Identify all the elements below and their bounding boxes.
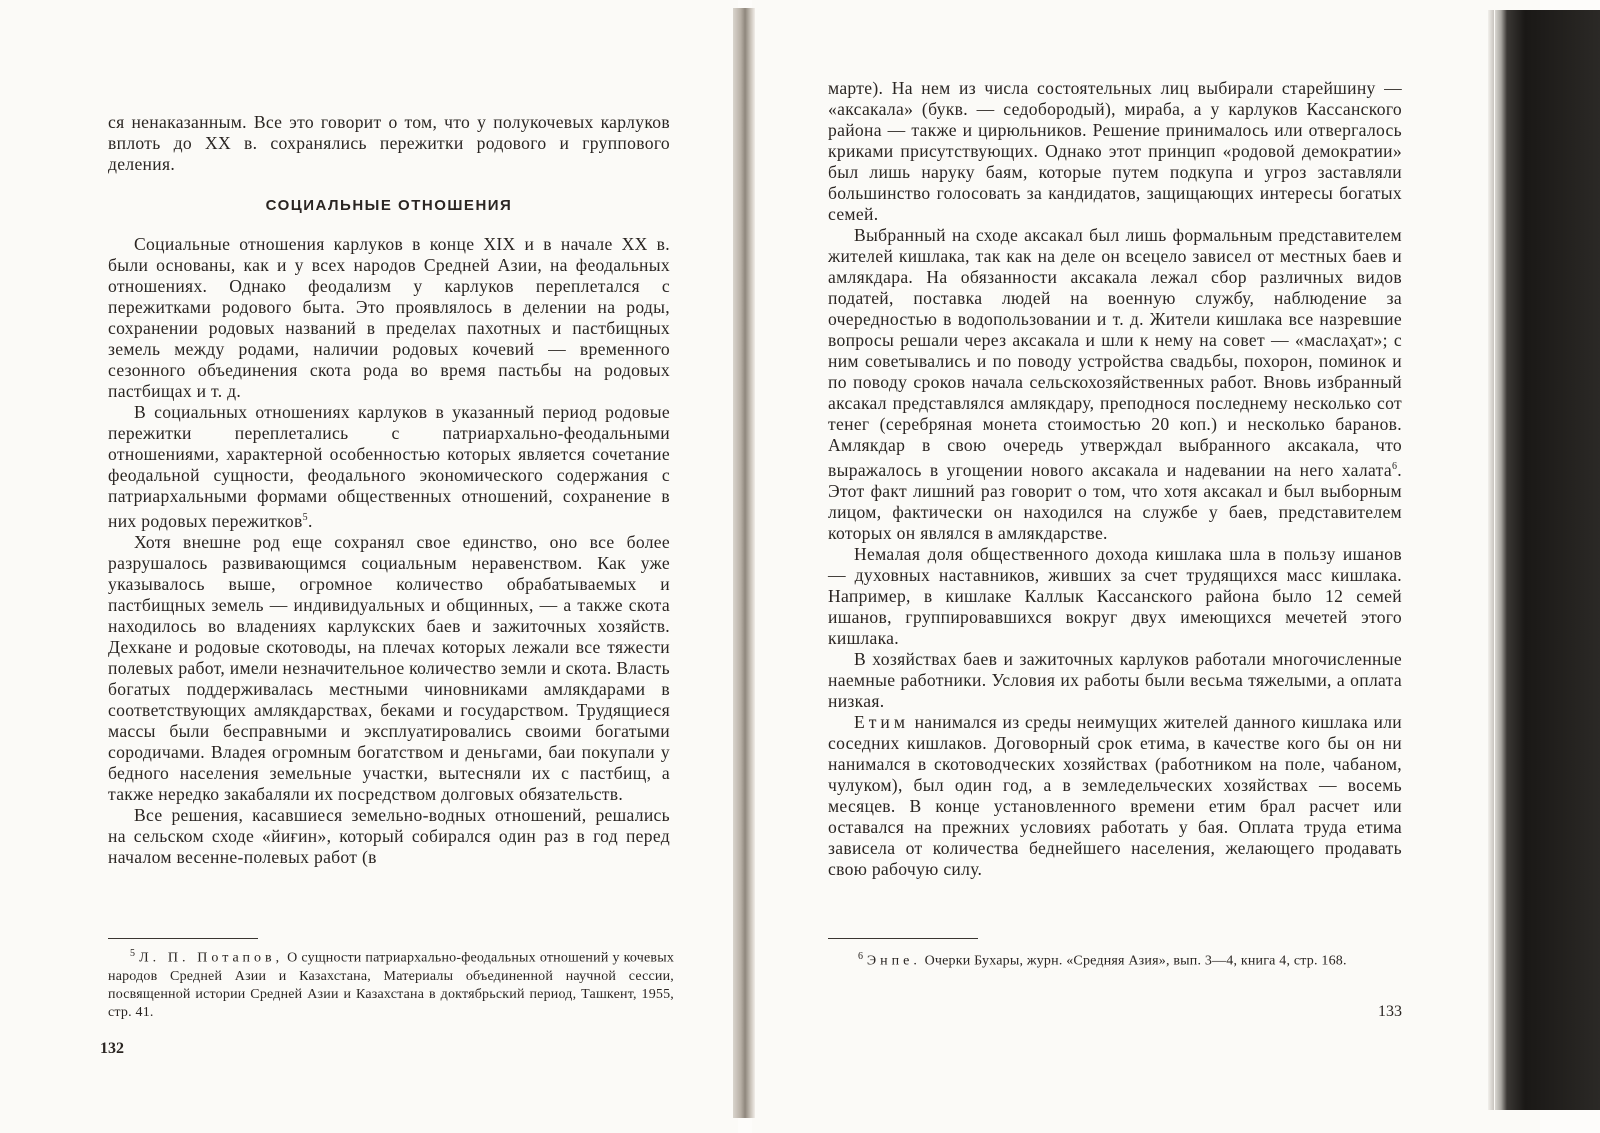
right-text-column (828, 78, 1402, 880)
left-text-column (108, 112, 670, 868)
left-paragraph-1: Социальные отношения карлуков в конце XIX и в начале XX в. были основаны, как и у всех народов Средней Азии, на феодальных отношениях. Однако феодализм у карлуков переплетался с пережитками родового быта. Это проявлялось в делении на роды, сохранении родовых названий в пределах пахотных и пастбищных земель между родами, наличии родовых кочевий — временного сезонного объединения скота рода во время пастьбы на родовых пастбищах и т. д. (108, 234, 670, 401)
footnote-author-6: Энпе. (866, 953, 921, 969)
left-footnote-rule (108, 938, 258, 939)
right-paragraph-2: Немалая доля общественного дохода кишлака шла в пользу ишанов — духовных наставников, живших за счет трудящихся масс кишлака. Например, в кишлаке Каллык Кассанского района было 12 семей ишанов, группировавшихся вокруг двух имеющихся мечетей этого кишлака. (828, 543, 1402, 648)
book-gutter (733, 8, 755, 1118)
right-paragraph-1-continuation: Этот факт лишний раз говорит о том, что хотя аксакал и был выборным лицом, фактически он находился на службе у баев, представителем которых он являлся в амлякдарстве. (828, 480, 1402, 543)
page-number-left: 132 (100, 1040, 124, 1057)
right-footnote-rule (828, 938, 978, 939)
left-paragraph-4: Все решения, касавшиеся земельно-водных отношений, решались на сельском сходе «йиғин», который собирался один раз в год перед началом весенне-полевых работ (в (108, 804, 670, 867)
footnote-ref-5: 5 (302, 512, 308, 523)
left-paragraph-2-text: В социальных отношениях карлуков в указанный период родовые пережитки переплетались с патриархально-феодальными отношениями, характерной особенностью которых является сочетание феодальной сущности, феодального экономического содержания с патриархальными формами общественных отношений, сохранение в них родовых пережитков (108, 402, 670, 531)
right-paragraph-4-text: нанимался из среды неимущих жителей данного кишлака или соседних кишлаков. Договорный срок етима, в качестве кого бы он ни нанимался в скотоводческих хозяйствах (работником на поле, чабаном, чулуком), был один год, а в земледельческих хозяйствах — восемь месяцев. В конце установленного времени етим брал расчет или оставался на прежних условиях работать у бая. Оплата труда етима зависела от количества беднейшего населения, желающего продавать свою рабочую силу. (828, 711, 1402, 879)
footnote-ref-6: 6 (1391, 461, 1398, 472)
right-footnote (828, 948, 1402, 971)
footnote-mark-5: 5 (130, 948, 136, 959)
footnote-author-5: Л. П. Потапов, (139, 950, 284, 966)
footnote-text-6: Очерки Бухары, журн. «Средняя Азия», вып. 3—4, книга 4, стр. 168. (924, 953, 1347, 969)
right-paragraph-1-text: Выбранный на сходе аксакал был лишь формальным представителем жителей кишлака, так как на деле он всецело зависел от местных баев и амлякдара. На обязанности аксакала лежал сбор различных видов податей, поставка людей на военную службу, наблюдение за очередностью в водопользовании и т. д. Жители кишлака все назревшие вопросы решали через аксакала и шли к нему на совет — «маслаҳат»; с ним советывались и по поводу устройства свадьбы, похорон, поминок и по поводу сроков начала сельскохозяйственных работ. Вновь избранный аксакал представлялся амлякдару, преподнося последнему несколько сот тенег (серебряная монета стоимостью 20 коп.) и несколько баранов. Амлякдар в свою очередь утверждал выбранного аксакала, что выражалось в угощении нового аксакала и надевании на него халата (828, 225, 1402, 480)
page-number-right: 133 (1378, 1003, 1402, 1020)
section-heading: СОЦИАЛЬНЫЕ ОТНОШЕНИЯ (265, 197, 513, 214)
left-footnote (108, 945, 674, 1022)
right-paragraph-4 (828, 712, 1402, 880)
footnote-mark-6: 6 (858, 951, 864, 962)
page-edge-highlight (1488, 10, 1494, 1110)
right-paragraph-3: В хозяйствах баев и зажиточных карлуков работали многочисленные наемные работники. Условия их работы были весьма тяжелыми, а оплата низкая. (828, 648, 1402, 711)
right-paragraph-1: Выбранный на сходе аксакал был лишь формальным представителем жителей кишлака, так как на деле он всецело зависел от местных баев и амлякдара. На обязанности аксакала лежал сбор различных видов податей, поставка людей на военную службу, наблюдение за очередностью в водопользовании и т. д. Жители кишлака все назревшие вопросы решали через аксакала и шли к нему на совет — «маслаҳат»; с ним советывались и по поводу устройства свадьбы, похорон, поминок и по поводу сроков начала сельскохозяйственных работ. Вновь избранный аксакал представлялся амлякдару, преподнося последнему несколько сот тенег (серебряная монета стоимостью 20 коп.) и несколько баранов. Амлякдар в свою очередь утверждал выбранного аксакала, что выражалось в угощении нового аксакала и надевании на него халата$^6$. Этот факт лишний раз говорит о том, что хотя аксакал и был выборным лицом, фактически он находился на службе у баев, представителем которых он являлся в амлякдарстве. (828, 225, 1402, 543)
left-opening-paragraph: ся ненаказанным. Все это говорит о том, что у полукочевых карлуков вплоть до XX в. сохранялись пережитки родового и группового деления. (108, 112, 670, 174)
left-paragraph-3: Хотя внешне род еще сохранял свое единство, оно все более разрушалось развивающимся социальным неравенством. Как уже указывалось выше, огромное количество обрабатываемых и пастбищных земель — индивидуальных и общинных, — а также скота находилось во владениях карлукских баев и зажиточных хозяйств. Дехкане и родовые скотоводы, на плечах которых лежали все тяжести полевых работ, имели незначительное количество земли и скота. Власть богатых поддерживалась местными чиновниками амлякдарами в соответствующих амлякдарствах, беками и государством. Трудящиеся массы были бесправными и эксплуатировались своими богатыми сородичами. Владея огромным богатством и деньгами, баи покупали у бедного населения земельные участки, вытесняли их с пастбищ, а также нередко закабаляли их посредством долговых обязательств. (108, 531, 670, 804)
book-cover-edge (1495, 10, 1600, 1110)
footnote-text-5: О сущности патриархально-феодальных отношений у кочевых народов Средней Азии и Казахстана, Материалы объединенной научной сессии, посвященной истории Средней Азии и Казахстана в доктябрьский период, Ташкент, 1955, стр. 41. (108, 950, 675, 1020)
left-paragraph-2: В социальных отношениях карлуков в указанный период родовые пережитки переплетались с патриархально-феодальными отношениями, характерной особенностью которых является сочетание феодальной сущности, феодального экономического содержания с патриархальными формами общественных отношений, сохранение в них родовых пережитков$^5$. (108, 402, 670, 531)
right-opening-paragraph: марте). На нем из числа состоятельных лиц выбирали старейшину — «аксакала» (букв. — седобородый), мираба, а у карлуков Кассанского района — также и цирюльников. Решение принималось или отвергалось криками присутствующих. Однако этот принцип «родовой демократии» был лишь наруку баям, которые путем подкупа и угроз заставляли большинство голосовать за кандидатов, защищающих интересы богатых семей. (828, 78, 1402, 224)
term-etim: Етим (854, 711, 909, 732)
